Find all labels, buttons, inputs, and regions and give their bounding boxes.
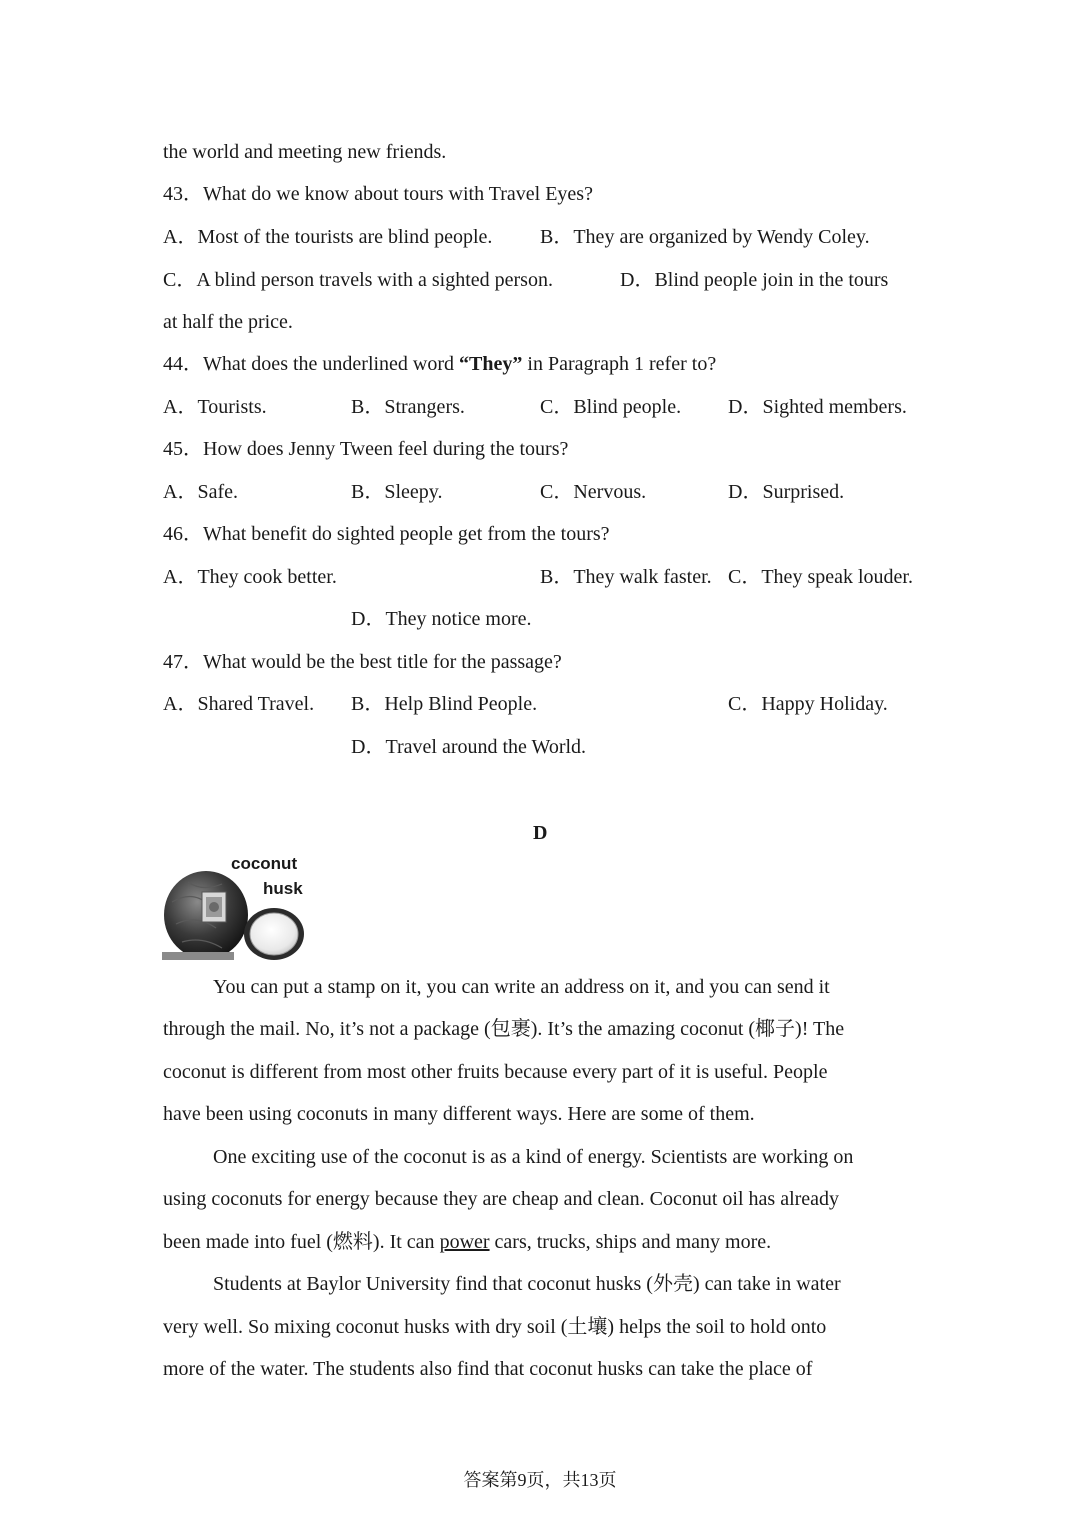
paragraph-line: very well. So mixing coconut husks with dry soil (土壤) helps the soil to hold onto (163, 1316, 827, 1338)
option-43-d-continuation: at half the price. (163, 311, 293, 333)
underlined-word: power (439, 1231, 490, 1253)
option-43-c: C．A blind person travels with a sighted person. (163, 269, 553, 291)
option-46-a: A．They cook better. (163, 566, 337, 588)
paragraph-line: using coconuts for energy because they are cheap and clean. Coconut oil has already (163, 1188, 840, 1210)
option-47-b: B．Help Blind People. (351, 693, 538, 715)
option-47-d: D．Travel around the World. (351, 736, 587, 758)
option-45-d: D．Surprised. (728, 481, 845, 503)
question-46 (163, 524, 610, 544)
question-text: What would be the best title for the passage? (203, 651, 562, 673)
paragraph-line: have been using coconuts in many different ways. Here are some of them. (163, 1103, 755, 1125)
question-45 (163, 439, 568, 459)
option-46-d: D．They notice more. (351, 608, 532, 630)
question-text: What do we know about tours with Travel Eyes? (203, 183, 593, 205)
question-44: 44．What does the underlined word “They” in Paragraph 1 refer to? (163, 353, 717, 375)
option-45-b: B．Sleepy. (351, 481, 443, 503)
quoted-word: “They” (459, 353, 523, 375)
paragraph-line: been made into fuel (燃料). It can power cars, trucks, ships and many more. (163, 1231, 772, 1253)
option-47-a: A．Shared Travel. (163, 693, 315, 715)
question-text: How does Jenny Tween feel during the tours? (203, 438, 569, 460)
option-44-a: A．Tourists. (163, 396, 267, 418)
option-47-c: C．Happy Holiday. (728, 693, 888, 715)
option-44-c: C．Blind people. (540, 396, 682, 418)
question-number: 45． (163, 438, 203, 460)
option-43-a: A．Most of the tourists are blind people. (163, 226, 493, 248)
page-footer: 答案第9页，共13页 (463, 1470, 617, 1490)
option-43-b: B．They are organized by Wendy Coley. (540, 226, 870, 248)
question-43 (163, 184, 593, 204)
paragraph-line: You can put a stamp on it, you can write an address on it, and you can send it (213, 976, 830, 998)
question-number: 43． (163, 183, 203, 205)
question-47 (163, 652, 562, 672)
option-45-c: C．Nervous. (540, 481, 647, 503)
paragraph-line: One exciting use of the coconut is as a kind of energy. Scientists are working on (213, 1146, 854, 1168)
option-43-d: D．Blind people join in the tours (620, 269, 889, 291)
paragraph-line: coconut is different from most other fruits because every part of it is useful. People (163, 1061, 828, 1083)
paragraph-line: more of the water. The students also find that coconut husks can take the place of (163, 1358, 813, 1380)
paragraph-line: Students at Baylor University find that coconut husks (外壳) can take in water (213, 1273, 841, 1295)
option-44-d: D．Sighted members. (728, 396, 907, 418)
question-text: What benefit do sighted people get from the tours? (203, 523, 610, 545)
paragraph-line: through the mail. No, it’s not a package (包裹). It’s the amazing coconut (椰子)! The (163, 1018, 845, 1040)
option-46-b: B．They walk faster. (540, 566, 712, 588)
figure-label-husk: husk (263, 879, 303, 898)
figure-label-coconut: coconut (231, 854, 298, 873)
question-number: 44． (163, 353, 203, 375)
section-title: D (533, 822, 548, 844)
option-44-b: B．Strangers. (351, 396, 465, 418)
passage-line: the world and meeting new friends. (163, 141, 447, 163)
option-45-a: A．Safe. (163, 481, 238, 503)
question-number: 47． (163, 651, 203, 673)
question-number: 46． (163, 523, 203, 545)
option-46-c: C．They speak louder. (728, 566, 913, 588)
coconut-figure (162, 852, 310, 964)
